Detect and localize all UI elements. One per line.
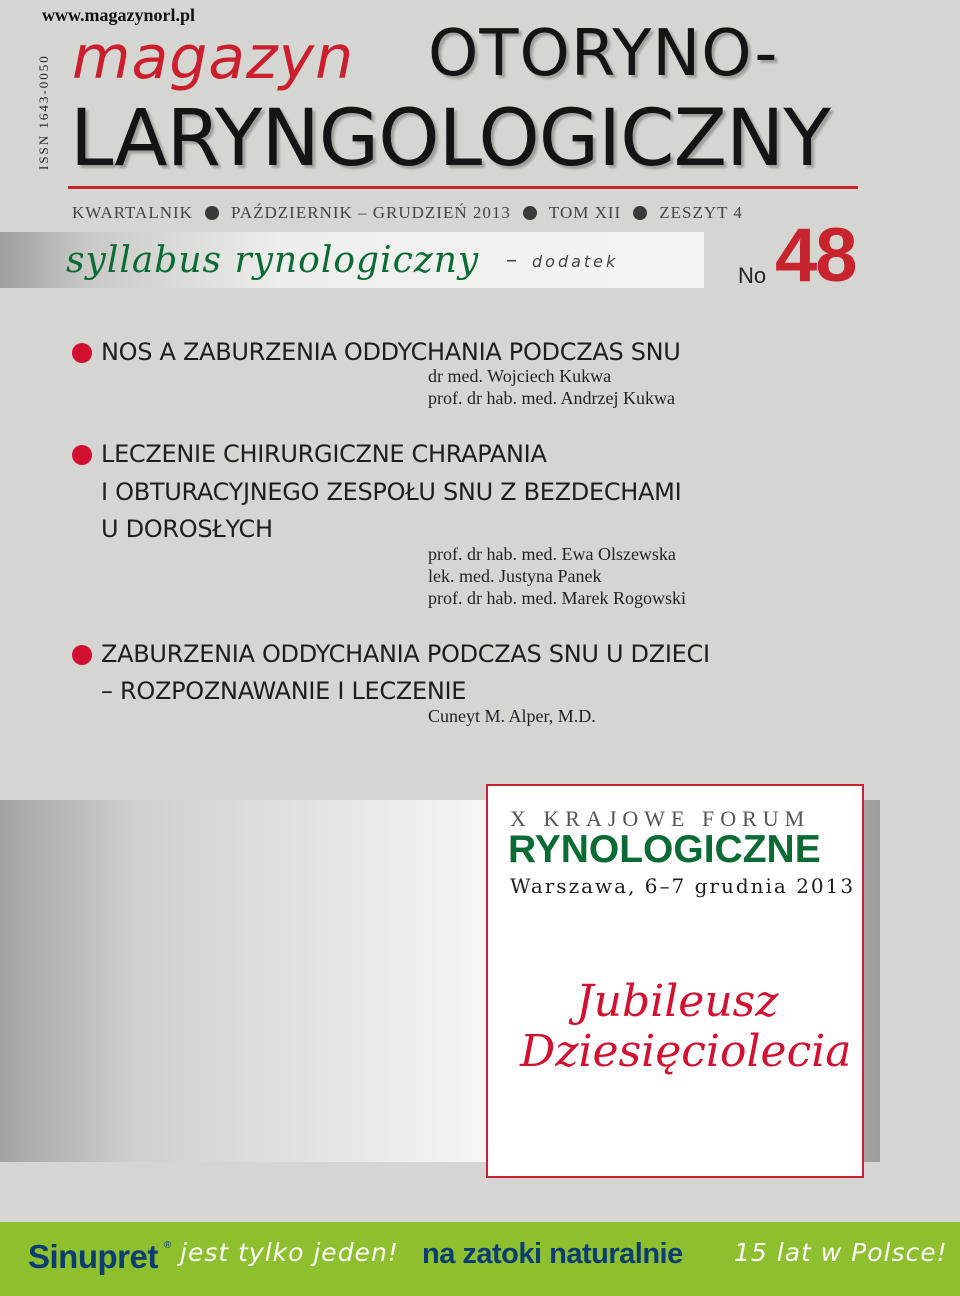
masthead-line2: LARYNGOLOGICZNY	[70, 94, 831, 184]
article-title: I OBTURACYJNEGO ZESPOŁU SNU Z BEZDECHAMI	[101, 478, 682, 506]
article-title: – ROZPOZNAWANIE I LECZENIE	[101, 677, 467, 705]
magazine-word: magazyn	[72, 23, 355, 93]
forum-place-date: Warszawa, 6–7 grudnia 2013	[510, 874, 856, 898]
issue-info	[72, 203, 743, 223]
article-author: prof. dr hab. med. Marek Rogowski	[428, 588, 686, 608]
supplement-title: syllabus rynologiczny	[66, 240, 480, 281]
article-author: prof. dr hab. med. Andrzej Kukwa	[428, 388, 675, 408]
advert-brand: Sinupret	[28, 1238, 158, 1275]
bullet-dot-icon	[72, 343, 92, 363]
bullet-dot-icon	[205, 206, 219, 220]
article-title: LECZENIE CHIRURGICZNE CHRAPANIA	[101, 440, 547, 468]
supplement-label: dodatek	[532, 252, 619, 271]
issn-number: ISSN 1643-0050	[36, 54, 51, 170]
article-author: dr med. Wojciech Kukwa	[428, 366, 612, 386]
issue-frequency: KWARTALNIK	[72, 203, 193, 222]
advert-slogan-3: 15 lat w Polsce!	[734, 1238, 948, 1267]
advert-slogan-1: jest tylko jeden!	[180, 1238, 399, 1267]
jubilee-line1: Jubileusz	[576, 976, 779, 1027]
supplement-dash: –	[506, 248, 517, 273]
forum-heading-main: RYNOLOGICZNE	[508, 828, 821, 871]
issue-number: ZESZYT 4	[659, 203, 743, 222]
issue-volume: TOM XII	[548, 203, 622, 222]
bullet-dot-icon	[72, 645, 92, 665]
bullet-dot-icon	[523, 206, 537, 220]
article-author: lek. med. Justyna Panek	[428, 566, 602, 586]
bullet-dot-icon	[72, 445, 92, 465]
forum-heading-top: X KRAJOWE FORUM	[510, 806, 811, 831]
jubilee-line2: Dziesięciolecia	[520, 1026, 852, 1077]
bullet-dot-icon	[633, 206, 647, 220]
article-author: prof. dr hab. med. Ewa Olszewska	[428, 544, 676, 564]
issue-number-label: No	[738, 263, 767, 288]
masthead-line1: OTORYNO-	[428, 17, 779, 91]
registered-mark: ®	[164, 1240, 172, 1251]
article-title: NOS A ZABURZENIA ODDYCHANIA PODCZAS SNU	[101, 338, 681, 366]
advert-slogan-2: na zatoki naturalnie	[422, 1238, 683, 1270]
article-title: ZABURZENIA ODDYCHANIA PODCZAS SNU U DZIECI	[101, 640, 710, 668]
issue-period: PAŹDZIERNIK – GRUDZIEŃ 2013	[230, 203, 511, 222]
issue-number-value: 48	[775, 213, 856, 298]
article-author: Cuneyt M. Alper, M.D.	[428, 706, 596, 726]
article-title: U DOROSŁYCH	[101, 515, 273, 543]
masthead-rule	[68, 186, 858, 189]
website-url: www.magazynorl.pl	[42, 5, 195, 25]
